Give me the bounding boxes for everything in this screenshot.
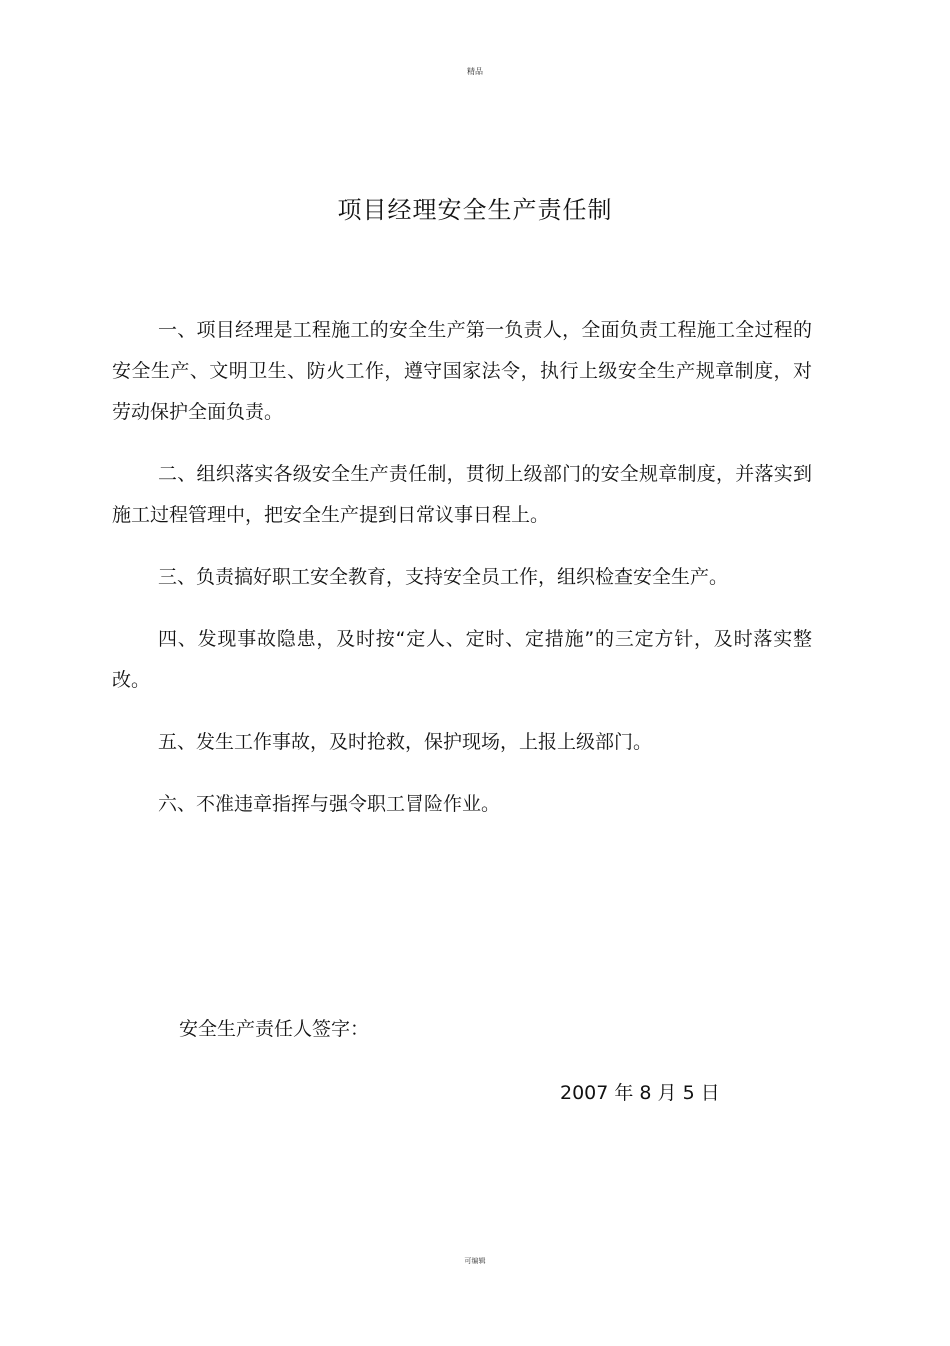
paragraph-6: 六、不准违章指挥与强令职工冒险作业。: [158, 793, 501, 815]
paragraph-1: 一、项目经理是工程施工的安全生产第一负责人，全面负责工程施工全过程的安全生产、文明卫生、防火工作，遵守国家法令，执行上级安全生产规章制度，对劳动保护全面负责。: [112, 319, 812, 423]
document-date: 2007 年 8 月 5 日: [560, 1082, 720, 1104]
document-body: [112, 310, 812, 846]
paragraph-3: 三、负责搞好职工安全教育，支持安全员工作，组织检查安全生产。: [158, 566, 729, 588]
paragraph-4: 四、发现事故隐患，及时按“定人、定时、定措施”的三定方针，及时落实整改。: [112, 628, 812, 691]
signature-label: 安全生产责任人签字：: [179, 1018, 370, 1040]
paragraph-5: 五、发生工作事故，及时抢救，保护现场，上报上级部门。: [158, 731, 653, 753]
footer-watermark: 可编辑: [464, 1257, 486, 1265]
header-watermark: 精品: [467, 67, 483, 76]
paragraph-2: 二、组织落实各级安全生产责任制，贯彻上级部门的安全规章制度，并落实到施工过程管理中，把安全生产提到日常议事日程上。: [112, 463, 812, 526]
document-title: 项目经理安全生产责任制: [337, 196, 613, 224]
